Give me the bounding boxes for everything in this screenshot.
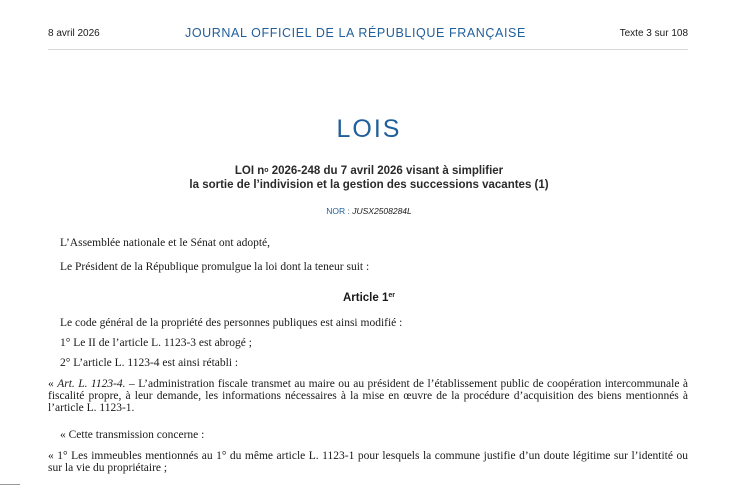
text-number: Texte 3 sur 108 [619,28,688,39]
law-title-degree: o [264,167,269,174]
law-title-prefix: LOI n [234,165,265,177]
transmission-point-1: « 1° Les immeubles mentionnés au 1° du même article L. 1123-1 pour lesquels la commune justifie d’un doute légitime sur l’identité ou sur la vie du propriétaire ; [48,450,688,474]
journal-title: JOURNAL OFFICIEL DE LA RÉPUBLIQUE FRANÇAISE [185,26,526,40]
law-title-line1 [0,164,738,178]
law-title-line2: la sortie de l’indivision et la gestion des successions vacantes (1) [189,179,549,191]
quote-open: « [48,378,58,390]
section-title: LOIS [336,115,402,143]
article-quote [48,378,688,414]
nor-label: NOR : [326,206,353,216]
article-intro: Le code général de la propriété des personnes publiques est ainsi modifié : [60,317,403,329]
nor-reference [0,206,738,216]
transmission-intro: « Cette transmission concerne : [60,429,205,441]
law-title [0,164,738,192]
preamble-line-2: Le Président de la République promulgue la loi dont la teneur suit : [60,261,370,273]
article-heading-sup: er [388,292,395,299]
nor-value: JUSX2508284L [352,206,412,216]
publication-date: 8 avril 2026 [48,28,100,39]
law-title-line1-rest: 2026-248 du 7 avril 2026 visant à simplifier [268,165,504,177]
article-item-2: 2° L’article L. 1123-4 est ainsi rétabli : [60,357,239,369]
preamble-line-1: L’Assemblée nationale et le Sénat ont adopté, [60,237,271,249]
article-heading [0,292,738,304]
article-heading-text: Article 1 [342,292,389,304]
header-divider [48,49,688,50]
article-item-1: 1° Le II de l’article L. 1123-3 est abrogé ; [60,337,252,349]
bottom-edge-mark [0,484,20,485]
quote-body: – L’administration fiscale transmet au maire ou au président de l’établissement public de coopération intercommunale à fiscalité propre, à leur demande, les informations nécessaires à la mise en œuvre de la procédure d’acquisition des biens mentionnés à l’article L. 1123-1. [48,378,688,414]
article-code-label: Art. L. 1123-4. [57,378,126,390]
